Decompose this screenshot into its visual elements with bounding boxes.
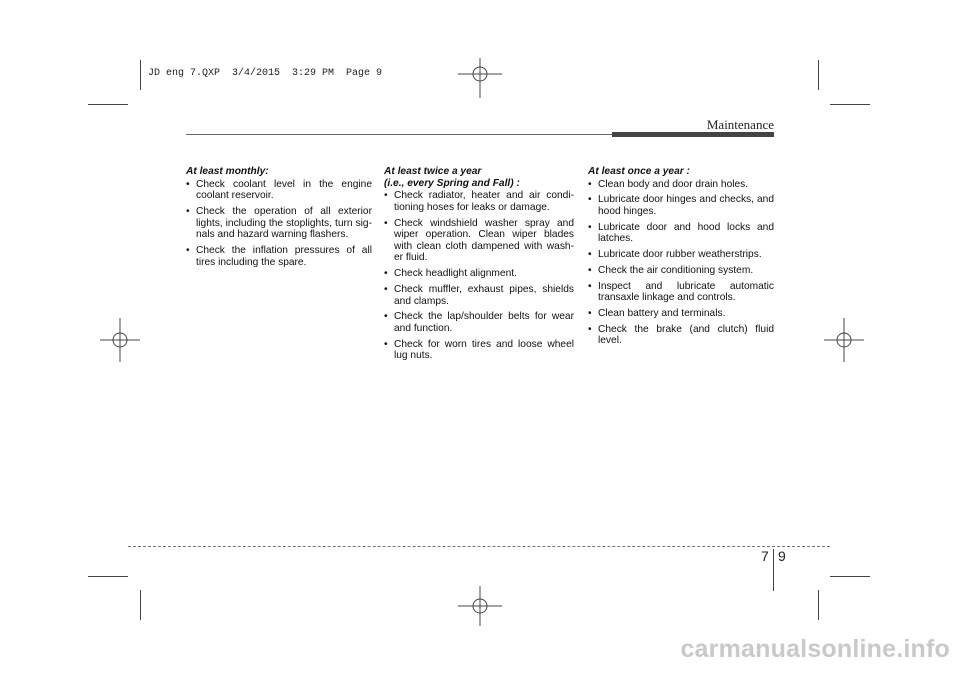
- list-item: • Check windshield washer spray and wiper operation. Clean wiper blades with clean cloth dampened with wash-er fluid.: [384, 218, 574, 264]
- list-item: • Check the operation of all exterior lights, including the stoplights, turn sig-nals and hazard warning flashers.: [186, 206, 372, 241]
- list-item: • Inspect and lubricate automatic transaxle linkage and controls.: [588, 281, 774, 304]
- footer-rule: [128, 546, 830, 547]
- list-item: • Lubricate door hinges and checks, and hood hinges.: [588, 194, 774, 217]
- column-heading: At least once a year :: [588, 166, 690, 177]
- section-title: Maintenance: [706, 117, 774, 132]
- list-item: • Check coolant level in the engine coolant reservoir.: [186, 179, 372, 202]
- chapter-number: 7: [761, 548, 769, 564]
- crop-mark: [818, 60, 819, 90]
- column-monthly: [186, 166, 372, 272]
- crop-mark: [88, 104, 128, 105]
- list-item: • Check the lap/shoulder belts for wear and function.: [384, 311, 574, 334]
- list-item: • Clean battery and terminals.: [588, 308, 774, 320]
- list-item: • Check radiator, heater and air condi-tioning hoses for leaks or damage.: [384, 190, 574, 213]
- registration-mark-icon: [458, 586, 502, 626]
- crop-mark: [830, 104, 870, 105]
- column-heading: At least twice a year (i.e., every Spring and Fall) :: [384, 166, 520, 189]
- crop-mark: [818, 590, 819, 620]
- list-item: • Clean body and door drain holes.: [588, 179, 774, 191]
- registration-mark-icon: [458, 58, 502, 98]
- registration-mark-icon: [824, 318, 864, 362]
- checklist: [186, 179, 372, 269]
- column-once-a-year: [588, 166, 774, 351]
- checklist: [588, 179, 774, 347]
- list-item: • Check the brake (and clutch) fluid level.: [588, 324, 774, 347]
- column-heading: At least monthly:: [186, 166, 269, 177]
- list-item: • Lubricate door rubber weatherstrips.: [588, 249, 774, 261]
- list-item: • Lubricate door and hood locks and latches.: [588, 222, 774, 245]
- column-twice-a-year: [384, 166, 574, 366]
- list-item: • Check muffler, exhaust pipes, shields and clamps.: [384, 284, 574, 307]
- crop-mark: [140, 590, 141, 620]
- list-item: • Check for worn tires and loose wheel lug nuts.: [384, 339, 574, 362]
- watermark: carmanualsonline.info: [680, 635, 950, 663]
- page-number-divider: [773, 549, 774, 591]
- crop-mark: [88, 576, 128, 577]
- checklist: [384, 190, 574, 362]
- list-item: • Check the air conditioning system.: [588, 265, 774, 277]
- registration-mark-icon: [100, 318, 140, 362]
- header-rule: [186, 134, 612, 135]
- print-slug: JD eng 7.QXP 3/4/2015 3:29 PM Page 9: [148, 68, 383, 79]
- header-rule-accent: [612, 132, 774, 137]
- list-item: • Check the inflation pressures of all tires including the spare.: [186, 245, 372, 268]
- list-item: • Check headlight alignment.: [384, 268, 574, 280]
- page-number-value: 9: [778, 548, 786, 564]
- crop-mark: [140, 60, 141, 90]
- crop-mark: [830, 576, 870, 577]
